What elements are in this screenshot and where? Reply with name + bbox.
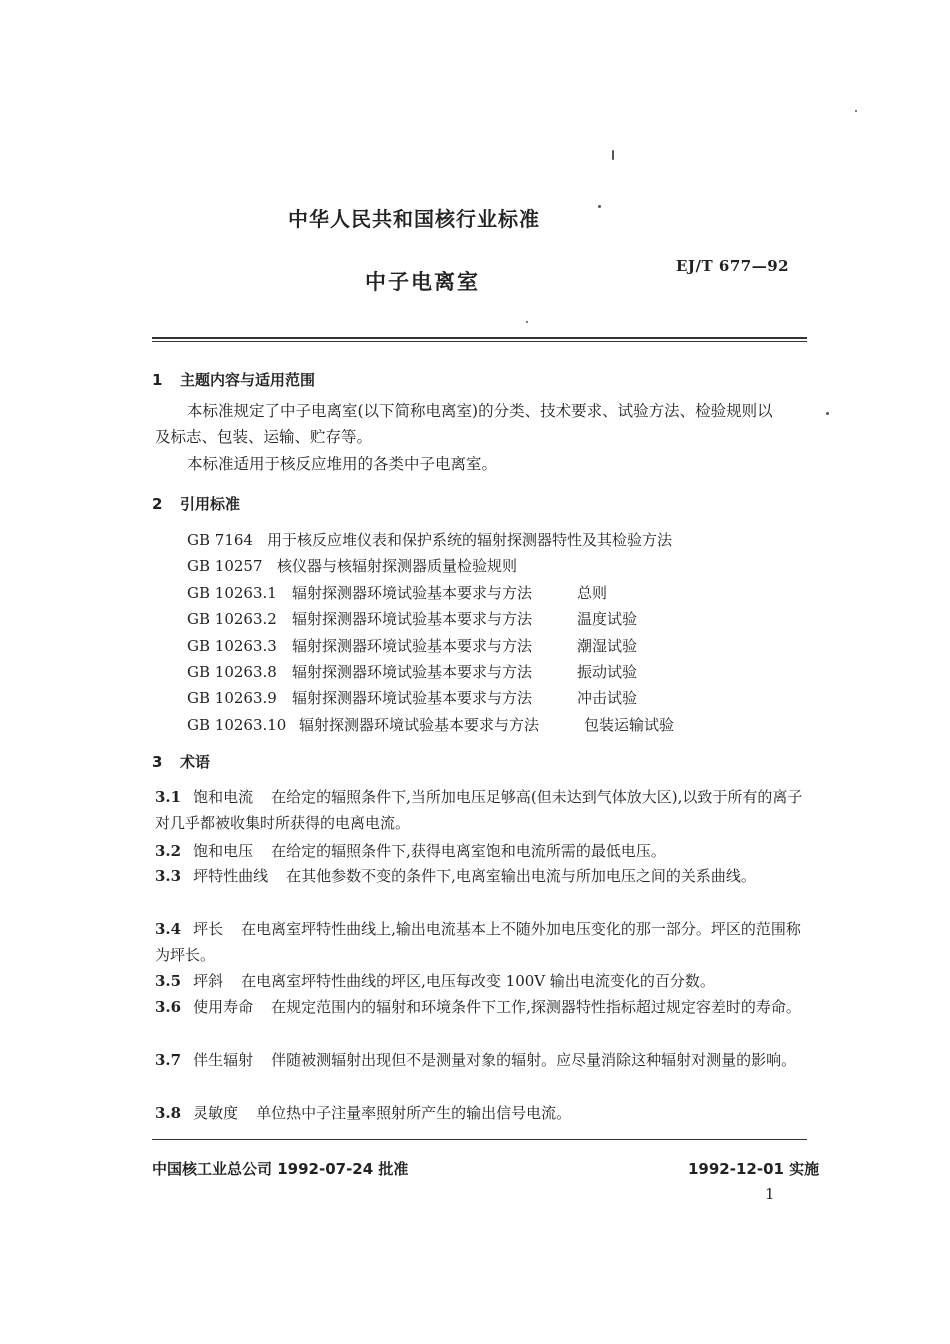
term-number: 3.5	[155, 972, 182, 990]
reference-code: GB 7164	[187, 531, 253, 549]
reference-item	[187, 661, 637, 682]
term-definition	[155, 863, 815, 889]
term-description: 在电离室坪特性曲线上,输出电流基本上不随外加电压变化的那一部分。坪区的范围称为坪长。	[155, 920, 801, 964]
reference-title: 辐射探测器环境试验基本要求与方法	[292, 689, 533, 707]
term-description: 单位热中子注量率照射所产生的输出信号电流。	[256, 1104, 572, 1122]
reference-part: 冲击试验	[577, 689, 638, 707]
standard-organization-heading: 中华人民共和国核行业标准	[288, 207, 540, 231]
reference-code: GB 10263.9	[187, 689, 277, 707]
reference-code: GB 10263.1	[187, 584, 277, 602]
section-2-number: 2	[152, 495, 163, 513]
reference-code: GB 10263.10	[187, 716, 287, 734]
section-3-heading	[152, 751, 210, 772]
section-3-number: 3	[152, 753, 163, 771]
reference-title: 辐射探测器环境试验基本要求与方法	[292, 610, 533, 628]
term-description: 在给定的辐照条件下,当所加电压足够高(但未达到气体放大区),以致于所有的离子对几乎都被收集时所获得的电离电流。	[155, 788, 803, 832]
term-name: 饱和电流	[193, 788, 254, 806]
scan-speck	[526, 321, 528, 323]
reference-item	[187, 608, 637, 629]
term-description: 在电离室坪特性曲线的坪区,电压每改变 100V 输出电流变化的百分数。	[241, 972, 715, 990]
reference-part: 潮湿试验	[577, 637, 638, 655]
scan-speck	[598, 205, 601, 208]
section-1-heading	[152, 369, 315, 390]
term-number: 3.6	[155, 998, 182, 1016]
term-name: 饱和电压	[193, 842, 254, 860]
term-definition	[155, 916, 815, 968]
footer-divider	[152, 1139, 807, 1140]
section-1-number: 1	[152, 371, 163, 389]
reference-code: GB 10257	[187, 557, 263, 575]
section-1-paragraph-1-line-1: 本标准规定了中子电离室(以下简称电离室)的分类、技术要求、试验方法、检验规则以	[187, 402, 773, 420]
term-description: 在其他参数不变的条件下,电离室输出电流与所加电压之间的关系曲线。	[286, 867, 756, 885]
term-definition	[155, 1100, 815, 1126]
term-number: 3.4	[155, 920, 182, 938]
reference-item	[187, 529, 672, 550]
term-name: 坪斜	[193, 972, 224, 990]
reference-item	[187, 555, 517, 576]
scan-speck	[855, 110, 857, 112]
reference-title: 用于核反应堆仪表和保护系统的辐射探测器特性及其检验方法	[267, 531, 673, 549]
term-description: 在规定范围内的辐射和环境条件下工作,探测器特性指标超过规定容差时的寿命。	[271, 998, 801, 1016]
effective-date: 1992-12-01 实施	[688, 1160, 820, 1178]
page-number: 1	[765, 1185, 775, 1203]
term-name: 坪特性曲线	[193, 867, 269, 885]
reference-item	[187, 582, 607, 603]
header-divider-top	[152, 337, 807, 339]
standard-code: EJ/T 677—92	[676, 257, 790, 275]
term-definition	[155, 994, 815, 1020]
reference-title: 辐射探测器环境试验基本要求与方法	[292, 663, 533, 681]
term-number: 3.7	[155, 1051, 182, 1069]
section-3-title: 术语	[180, 753, 211, 771]
term-description: 伴随被测辐射出现但不是测量对象的辐射。应尽量消除这种辐射对测量的影响。	[271, 1051, 797, 1069]
term-definition	[155, 1047, 815, 1073]
term-name: 坪长	[193, 920, 224, 938]
reference-part: 振动试验	[577, 663, 638, 681]
reference-item	[187, 687, 637, 708]
reference-item	[187, 714, 674, 735]
reference-title: 辐射探测器环境试验基本要求与方法	[292, 637, 533, 655]
term-number: 3.8	[155, 1104, 182, 1122]
reference-title: 辐射探测器环境试验基本要求与方法	[299, 716, 540, 734]
term-definition	[155, 784, 815, 836]
term-description: 在给定的辐照条件下,获得电离室饱和电流所需的最低电压。	[271, 842, 666, 860]
term-name: 使用寿命	[193, 998, 254, 1016]
document-title: 中子电离室	[365, 270, 480, 294]
scan-speck	[612, 150, 614, 160]
section-1-paragraph-1-line-2: 及标志、包装、运输、贮存等。	[155, 428, 373, 446]
reference-title: 核仪器与核辐射探测器质量检验规则	[277, 557, 518, 575]
reference-part: 总则	[577, 584, 608, 602]
reference-code: GB 10263.8	[187, 663, 277, 681]
term-name: 灵敏度	[193, 1104, 239, 1122]
term-number: 3.1	[155, 788, 182, 806]
term-definition	[155, 838, 815, 864]
section-1-title: 主题内容与适用范围	[180, 371, 316, 389]
term-number: 3.2	[155, 842, 182, 860]
scan-speck	[826, 412, 829, 415]
reference-code: GB 10263.3	[187, 637, 277, 655]
reference-title: 辐射探测器环境试验基本要求与方法	[292, 584, 533, 602]
term-definition	[155, 968, 815, 994]
reference-code: GB 10263.2	[187, 610, 277, 628]
reference-item	[187, 635, 637, 656]
header-divider-bottom	[152, 341, 807, 342]
term-number: 3.3	[155, 867, 182, 885]
reference-part: 包装运输试验	[584, 716, 675, 734]
section-2-title: 引用标准	[180, 495, 241, 513]
section-1-paragraph-2: 本标准适用于核反应堆用的各类中子电离室。	[187, 455, 498, 473]
approval-line: 中国核工业总公司 1992-07-24 批准	[152, 1160, 409, 1178]
term-name: 伴生辐射	[193, 1051, 254, 1069]
section-2-heading	[152, 493, 240, 514]
reference-part: 温度试验	[577, 610, 638, 628]
